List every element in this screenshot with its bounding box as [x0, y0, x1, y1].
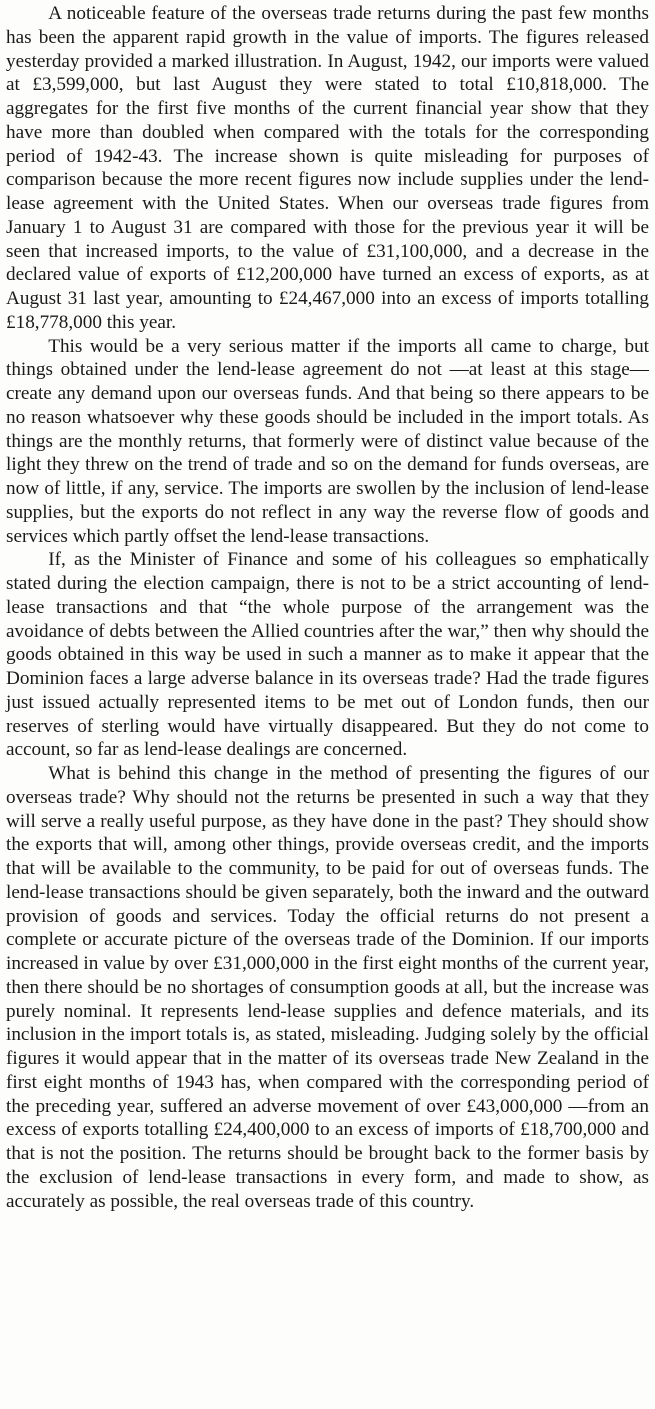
article-paragraph-2: This would be a very serious matter if the imports all came to charge, but things obtained under the lend-lease agreement do not —at least at this stage—create any demand upon our overseas funds. And that being so there appears to be no reason whatsoever why these goods should be included in the import totals. As things are the monthly returns, that formerly were of distinct value because of the light they threw on the trend of trade and so on the demand for funds overseas, are now of little, if any, service. The imports are swollen by the inclusion of lend-lease supplies, but the exports do not reflect in any way the reverse flow of goods and services which partly offset the lend-lease transactions. — [6, 335, 649, 547]
editorial-article — [6, 2, 649, 1213]
article-paragraph-4: What is behind this change in the method of presenting the figures of our overseas trade? Why should not the returns be presented in such a way that they will serve a really useful purpose, as they have done in the past? They should show the exports that will, among other things, provide overseas credit, and the imports that will be available to the community, to be paid for out of overseas funds. The lend-lease transactions should be given separately, both the inward and the outward provision of goods and services. Today the official returns do not present a complete or accurate picture of the overseas trade of the Dominion. If our imports increased in value by over £31,000,000 in the first eight months of the current year, then there should be no shortages of consumption goods at all, but the increase was purely nominal. It represents lend-lease supplies and defence materials, and its inclusion in the import totals is, as stated, misleading. Judging solely by the official figures it would appear that in the matter of its overseas trade New Zealand in the first eight months of 1943 has, when compared with the corresponding period of the preceding year, suffered an adverse movement of over £43,000,000 —from an excess of exports totalling £24,400,000 to an excess of imports of £18,700,000 and that is not the position. The returns should be brought back to the former basis by the exclusion of lend-lease transactions in every form, and made to show, as accurately as possible, the real overseas trade of this country. — [6, 763, 649, 1212]
article-paragraph-3: If, as the Minister of Finance and some of his colleagues so emphatically stated during the election campaign, there is not to be a strict accounting of lend-lease transactions and that “the whole purpose of the arrangement was the avoidance of debts between the Allied countries after the war,” then why should the goods obtained in this way be used in such a manner as to make it appear that the Dominion faces a large adverse balance in its overseas trade? Had the trade figures just issued actually represented items to be met out of London funds, then our reserves of sterling would have virtually disappeared. But they do not come to account, so far as lend-lease dealings are concerned. — [6, 549, 649, 761]
article-paragraph-1: A noticeable feature of the overseas trade returns during the past few months has been the apparent rapid growth in the value of imports. The figures released yesterday provided a marked illustration. In August, 1942, our imports were valued at £3,599,000, but last August they were stated to total £10,818,000. The aggregates for the first five months of the current financial year show that they have more than doubled when compared with the totals for the corresponding period of 1942-43. The increase shown is quite misleading for purposes of comparison because the more recent figures now include supplies under the lend-lease agreement with the United States. When our overseas trade figures from January 1 to August 31 are compared with those for the previous year it will be seen that increased imports, to the value of £31,100,000, and a decrease in the declared value of exports of £12,200,000 have turned an excess of exports, as at August 31 last year, amounting to £24,467,000 into an excess of imports totalling £18,778,000 this year. — [6, 3, 649, 333]
